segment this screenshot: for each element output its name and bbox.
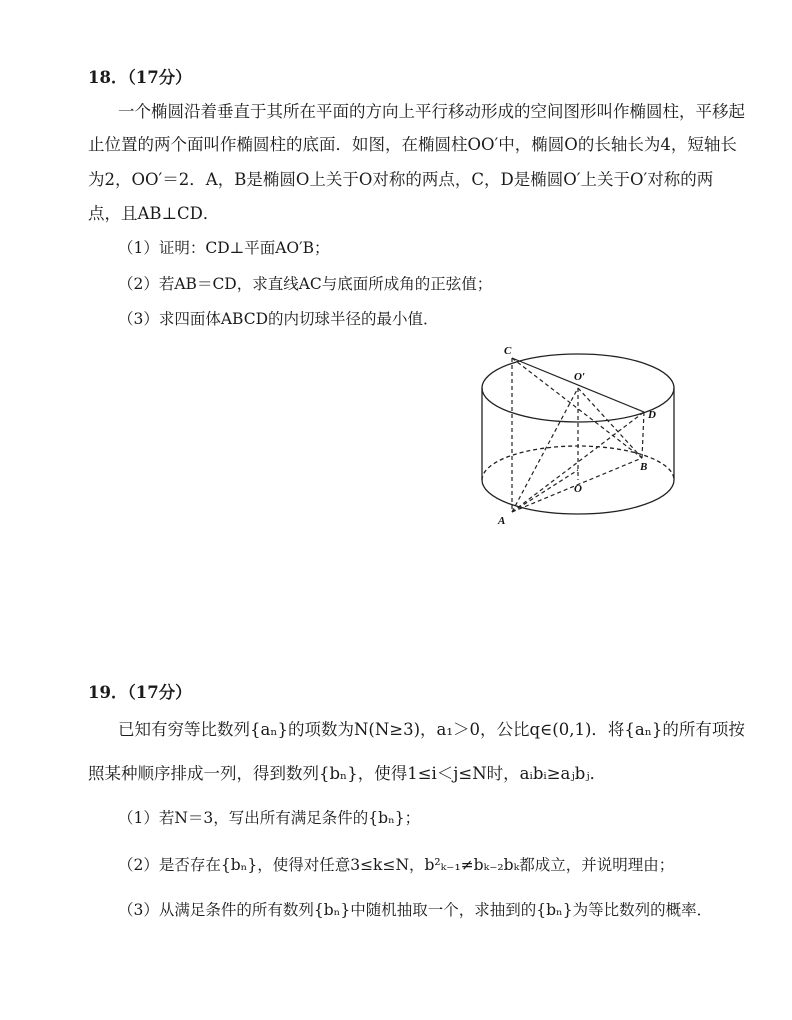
label-O: O (574, 483, 582, 495)
problem-18-heading: 18．（17分） (88, 68, 192, 87)
label-C: C (504, 345, 512, 357)
problem-19-question-3: （3）从满足条件的所有数列{bₙ}中随机抽取一个，求抽到的{bₙ}为等比数列的概率． (118, 901, 713, 919)
label-D: D (648, 409, 656, 421)
problem-18-text-line-3: 为2，OO′＝2．A，B是椭圆O上关于O对称的两点，C，D是椭圆O′上关于O′对称的两 (88, 170, 714, 189)
problem-19-question-1: （1）若N＝3，写出所有满足条件的{bₙ}； (118, 809, 421, 827)
label-A: A (498, 515, 506, 527)
segment-AO (512, 470, 578, 512)
problem-19-question-2: （2）是否存在{bₙ}，使得对任意3≤k≤N，b²ₖ₋₁≠bₖ₋₂bₖ都成立，并说明理由； (118, 856, 675, 874)
label-O-prime: O′ (574, 371, 586, 383)
elliptic-cylinder-figure (460, 340, 700, 530)
problem-18-question-1: （1）证明：CD⊥平面AO′B； (118, 239, 330, 257)
problem-18-question-3: （3）求四面体ABCD的内切球半径的最小值． (118, 310, 439, 328)
problem-18-text-line-2: 止位置的两个面叫作椭圆柱的底面．如图，在椭圆柱OO′中，椭圆O的长轴长为4，短轴长 (88, 135, 737, 154)
segment-AO-prime (512, 388, 578, 512)
problem-18-text-line-4: 点，且AB⊥CD． (88, 204, 220, 223)
problem-19-text-line-2: 照某种顺序排成一列，得到数列{bₙ}，使得1≤i＜j≤N时，aᵢbᵢ≥aⱼbⱼ． (88, 764, 607, 783)
label-B: B (640, 461, 648, 473)
problem-18-text-line-1: 一个椭圆沿着垂直于其所在平面的方向上平行移动形成的空间图形叫作椭圆柱，平移起 (118, 102, 745, 121)
problem-18-question-2: （2）若AB＝CD，求直线AC与底面所成角的正弦值； (118, 275, 493, 293)
problem-19-heading: 19．（17分） (88, 683, 192, 702)
segment-DB (642, 412, 644, 458)
problem-19-text-line-1: 已知有穷等比数列{aₙ}的项数为N(N≥3)，a₁＞0，公比q∈(0,1)．将{aₙ}的所有项按 (118, 720, 745, 739)
